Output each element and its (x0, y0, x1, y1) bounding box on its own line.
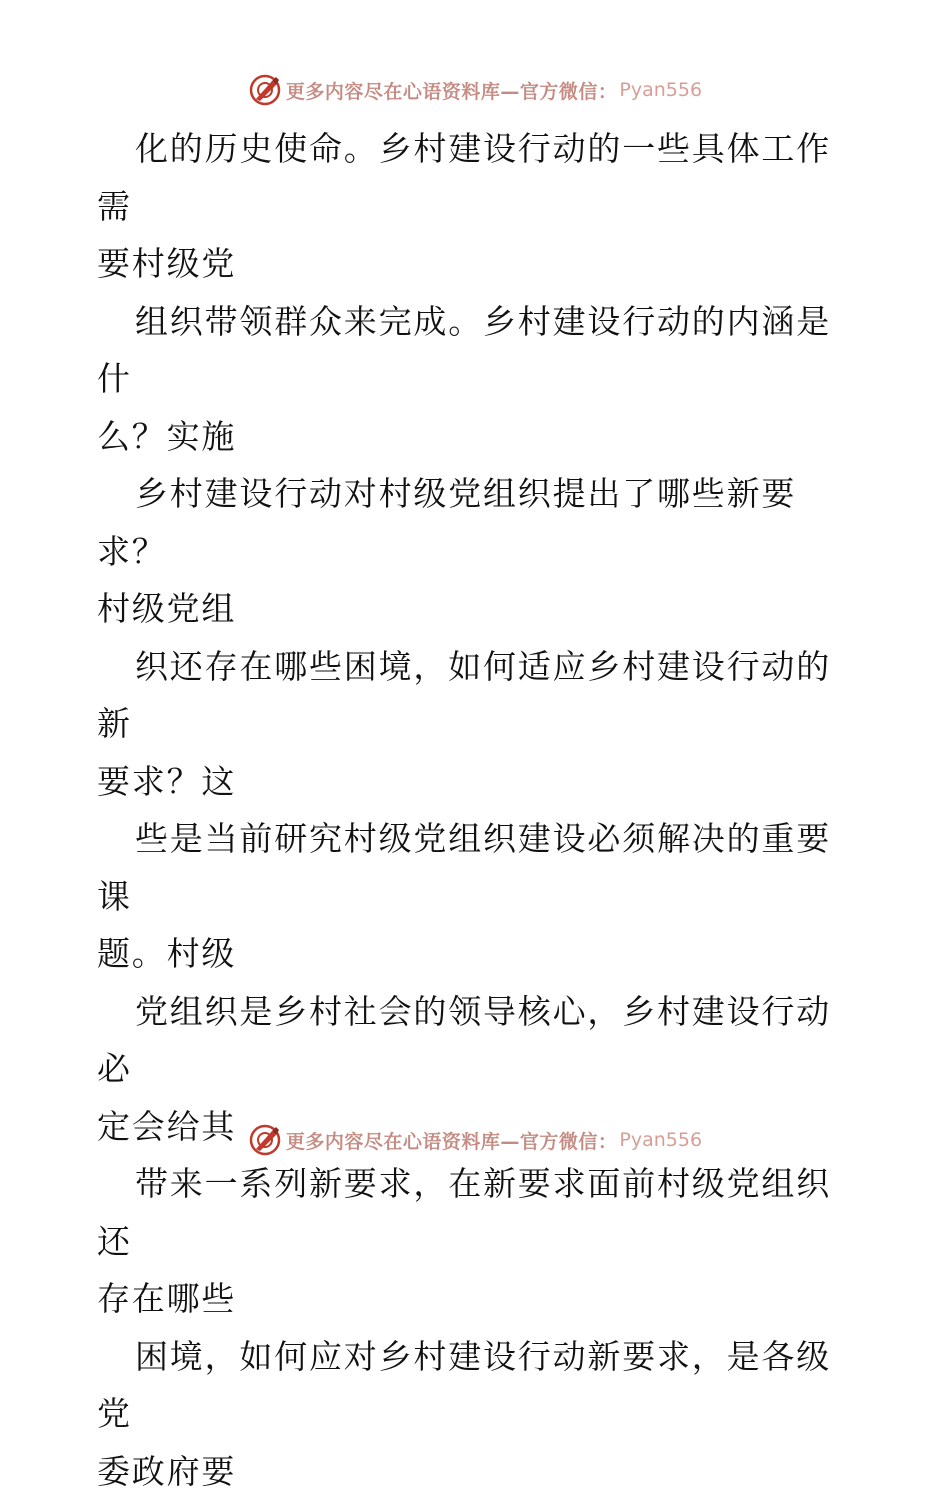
line-wrap: 么？实施 (97, 408, 857, 466)
paragraph-line-2 (97, 293, 857, 466)
line-wrap: 要村级党 (97, 235, 857, 293)
paragraph-line-5 (97, 810, 857, 983)
line-start: 些是当前研究村级党组织建设必须解决的重要课 (97, 819, 831, 916)
line-wrap: 要求？这 (97, 753, 857, 811)
footer-banner (0, 1120, 950, 1160)
line-start: 带来一系列新要求，在新要求面前村级党组织还 (97, 1164, 831, 1261)
line-start: 织还存在哪些困境，如何适应乡村建设行动的新 (97, 647, 831, 744)
pen-logo-icon (248, 73, 282, 107)
banner-wechat-handle: Pyan556 (619, 1129, 702, 1151)
paragraph-line-8 (97, 1328, 857, 1500)
line-start: 化的历史使命。乡村建设行动的一些具体工作需 (97, 129, 831, 226)
line-start: 组织带领群众来完成。乡村建设行动的内涵是什 (97, 302, 831, 399)
line-start: 乡村建设行动对村级党组织提出了哪些新要求？ (97, 474, 796, 571)
line-wrap: 定会给其 (97, 1098, 857, 1156)
document-body (97, 120, 857, 1500)
pen-logo-icon (248, 1123, 282, 1157)
banner-text: 更多内容尽在心语资料库—官方微信： (286, 1127, 618, 1154)
line-wrap: 存在哪些 (97, 1270, 857, 1328)
line-wrap: 委政府要 (97, 1443, 857, 1500)
line-start: 困境，如何应对乡村建设行动新要求，是各级党 (97, 1337, 831, 1434)
header-banner (0, 70, 950, 110)
paragraph-line-3 (97, 465, 857, 638)
line-wrap: 村级党组 (97, 580, 857, 638)
paragraph-line-1 (97, 120, 857, 293)
line-wrap: 题。村级 (97, 925, 857, 983)
paragraph-line-4 (97, 638, 857, 811)
line-start: 党组织是乡村社会的领导核心，乡村建设行动必 (97, 992, 831, 1089)
banner-wechat-handle: Pyan556 (619, 79, 702, 101)
banner-text: 更多内容尽在心语资料库—官方微信： (286, 77, 618, 104)
paragraph-line-7 (97, 1155, 857, 1328)
